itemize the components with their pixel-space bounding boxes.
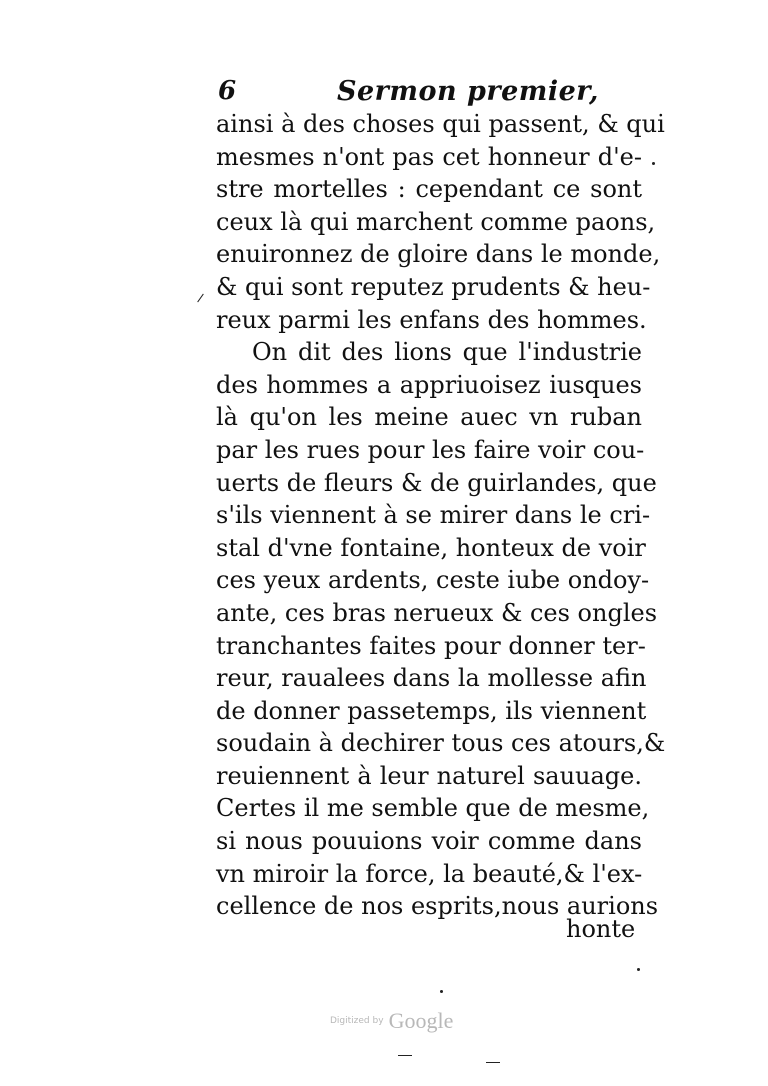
text-line: s'ils viennent à se mirer dans le cri- xyxy=(216,501,651,530)
text-line: enuironnez de gloire dans le monde, xyxy=(216,240,661,269)
body-text xyxy=(216,108,666,923)
text-line: vn miroir la force, la beauté,& l'ex- xyxy=(216,859,643,888)
catchword: honte xyxy=(566,915,636,943)
text-line: mesmes n'ont pas cet honneur d'e- xyxy=(216,142,642,171)
text-line: cellence de nos esprits,nous aurions xyxy=(216,892,659,921)
text-line: par les rues pour les faire voir cou- xyxy=(216,435,645,464)
text-line: de donner passetemps, ils viennent xyxy=(216,696,647,725)
text-line: Certes il me semble que de mesme, xyxy=(216,794,650,823)
text-line: si nous pouuions voir comme dans xyxy=(216,827,642,856)
text-line: stal d'vne fontaine, honteux de voir xyxy=(216,533,646,562)
ink-speck xyxy=(652,162,655,165)
text-line: soudain à dechirer tous ces atours,& xyxy=(216,729,666,758)
ink-speck xyxy=(440,990,443,993)
text-line: ceux là qui marchent comme paons, xyxy=(216,207,656,236)
text-line: des hommes a appriuoisez iusques xyxy=(216,370,642,399)
text-line-paragraph-start: On dit des lions que l'industrie xyxy=(252,338,642,367)
google-logo: Google xyxy=(388,1008,454,1033)
text-line: ante, ces bras nerueux & ces ongles xyxy=(216,598,658,627)
text-line: reuiennent à leur naturel sauuage. xyxy=(216,761,642,790)
watermark-prefix: Digitized by xyxy=(330,1016,384,1026)
text-line: tranchantes faites pour donner ter- xyxy=(216,631,646,660)
text-line: ces yeux ardents, ceste iube ondoy- xyxy=(216,566,650,595)
digitization-watermark xyxy=(330,1008,470,1038)
running-title: Sermon premier, xyxy=(337,76,599,107)
ink-speck xyxy=(637,968,640,971)
ink-speck xyxy=(197,294,204,303)
ink-speck xyxy=(486,1062,500,1063)
text-line: uerts de fleurs & de guirlandes, que xyxy=(216,468,657,497)
text-line: stre mortelles : cependant ce sont xyxy=(216,175,642,204)
text-line: & qui sont reputez prudents & heu- xyxy=(216,272,651,301)
page-number: 6 xyxy=(218,76,237,106)
ink-speck xyxy=(398,1055,412,1056)
text-line: ainsi à des choses qui passent, & qui xyxy=(216,110,665,138)
text-line: là qu'on les meine auec vn ruban xyxy=(216,403,642,432)
text-line: reux parmi les enfans des hommes. xyxy=(216,305,647,334)
text-line: reur, raualees dans la mollesse afin xyxy=(216,664,647,693)
